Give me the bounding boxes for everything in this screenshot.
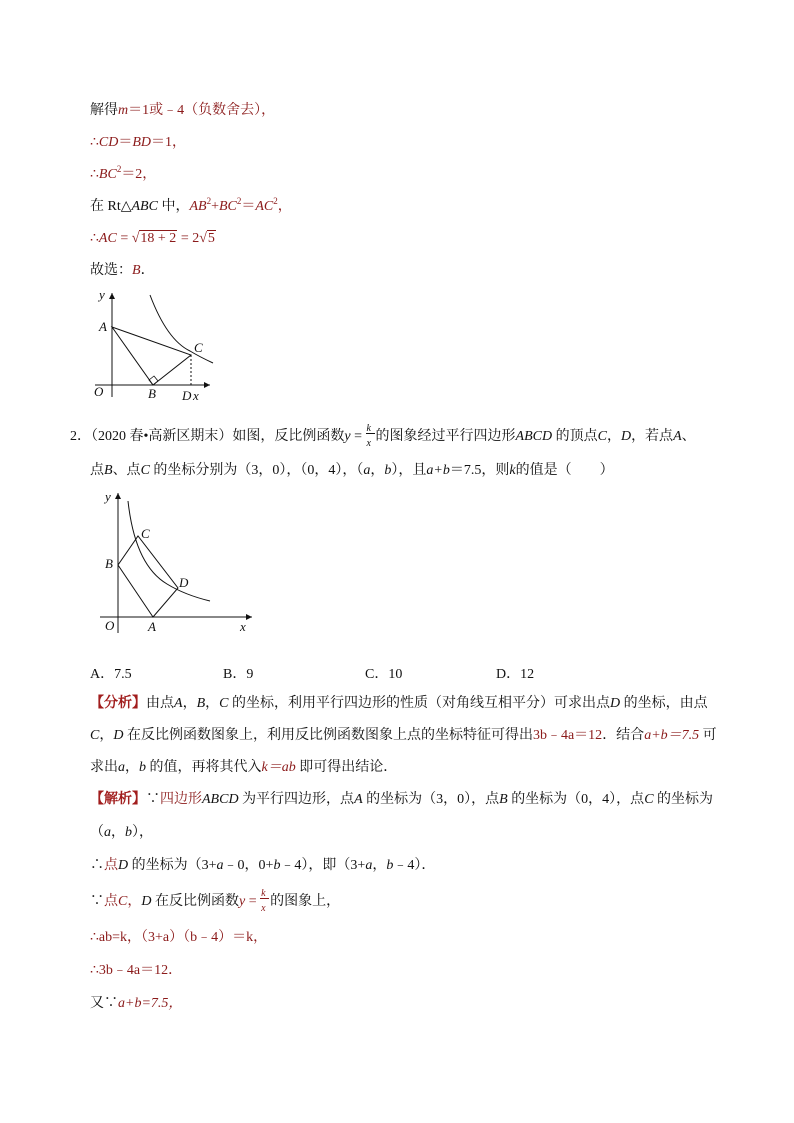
text: 又∵ (90, 996, 118, 1011)
text: ＝1或﹣4（负数舍去）， (128, 103, 276, 118)
text: ＝7.5，则 (449, 463, 510, 478)
denominator: x (366, 438, 371, 449)
var: C (219, 696, 229, 711)
solution-line (90, 133, 186, 153)
choice-b: B．9 (223, 667, 254, 682)
var: C (140, 463, 150, 478)
text: （2020 春•高新区期末）如图，反比例函数 (91, 429, 345, 445)
text: ＝ (241, 199, 256, 214)
var: AC (98, 231, 117, 246)
text: ，若点 (631, 429, 674, 445)
label-a: A (148, 619, 156, 634)
text: 的坐标分别为（3，0），（0，4），（ (149, 463, 364, 478)
text: 在反比例函数图象上，利用反比例函数图象上点的坐标特征可得出 (123, 728, 533, 743)
solution-line-2 (90, 823, 153, 843)
because: ∵ (146, 792, 160, 807)
exponent: 2 (206, 196, 212, 206)
solution-line-6: ∴3b﹣4a＝12． (90, 963, 183, 978)
var: B (196, 696, 206, 711)
text: = 2√ (177, 231, 207, 246)
text: 的值是（ ） (515, 463, 614, 478)
text: ﹣0，0+ (223, 858, 274, 873)
var: a (104, 825, 111, 840)
text: 可 (699, 728, 717, 743)
numerator: k (366, 423, 371, 434)
triangle-abc (112, 327, 191, 385)
therefore: ∴ (90, 167, 99, 182)
text: ＝2， (121, 167, 157, 182)
var: C (644, 792, 654, 807)
var: B (499, 792, 508, 807)
var: AC (255, 199, 274, 214)
text: 在 Rt△ (90, 199, 132, 214)
hyperbola-curve (150, 295, 213, 363)
var: a (365, 858, 373, 873)
because: ∵ (90, 894, 104, 910)
text: ， (277, 199, 292, 214)
text: ， (370, 463, 385, 478)
var: AB (189, 199, 207, 214)
radicand: 18 + 2 (140, 231, 177, 246)
var: A (354, 792, 363, 807)
solution-line-5: ∴ab=k，（3+a）（b﹣4）＝k， (90, 930, 268, 945)
solution-line-3 (90, 856, 435, 876)
text: ． (140, 263, 155, 278)
var: BD (132, 135, 152, 150)
text: ），且 (391, 463, 427, 478)
label-c: C (141, 526, 150, 541)
analysis-line-1 (90, 694, 708, 714)
var: C (118, 894, 128, 910)
label-y: y (105, 489, 111, 504)
var: A (673, 429, 682, 445)
exponent: 2 (273, 196, 278, 206)
text: ．结合 (602, 728, 645, 743)
text: 即可得出结论． (295, 760, 398, 775)
var: b (125, 825, 132, 840)
label-b: B (148, 386, 156, 401)
choice-a: A．7.5 (90, 667, 132, 682)
var: a (363, 463, 371, 478)
solution-line (90, 197, 292, 217)
var: C (90, 728, 100, 743)
therefore: ∴ (90, 858, 104, 873)
text: 的坐标为 (653, 792, 714, 807)
text: ＝1， (151, 135, 187, 150)
question-2-line-2 (90, 461, 614, 481)
solution-line-1 (90, 790, 713, 810)
text: 点 (104, 894, 118, 910)
parallelogram-abcd (118, 536, 178, 617)
text: ， (372, 858, 387, 873)
exponent: 2 (236, 196, 242, 206)
var: B (104, 463, 113, 478)
var: D (141, 894, 152, 910)
equation: 3b﹣4a＝12 (532, 728, 603, 743)
text: ＝ (118, 135, 133, 150)
therefore: ∴ (90, 135, 99, 150)
text: 的坐标，利用平行四边形的性质（对角线互相平分）可求出点 (228, 696, 610, 711)
text: 故选： (90, 263, 132, 278)
text: ﹣4）． (393, 858, 436, 873)
text: 解得 (90, 103, 118, 118)
text: + (211, 199, 219, 214)
text: 点 (104, 858, 118, 873)
numerator: k (261, 888, 266, 899)
solution-line (90, 229, 216, 249)
exponent: 2 (116, 164, 122, 174)
text: （ (90, 825, 104, 840)
var: ABCD (515, 429, 553, 445)
text: = (350, 429, 366, 445)
var: A (174, 696, 183, 711)
text: = (116, 231, 132, 246)
text: ， (127, 894, 142, 910)
solution-line (90, 165, 156, 185)
label-c: C (194, 340, 203, 355)
choice-c: C．10 (365, 667, 403, 682)
label-a: A (99, 319, 107, 334)
var: y (344, 429, 351, 445)
var: ABC (131, 199, 158, 214)
text: ， (111, 825, 125, 840)
var: a (216, 858, 224, 873)
text: 点 (90, 463, 104, 478)
solution-line-4 (90, 888, 341, 914)
var: D (118, 858, 129, 873)
therefore: ∴ (90, 231, 99, 246)
analysis-line-2 (90, 726, 717, 746)
text: 、 (681, 429, 696, 445)
var: y (238, 894, 246, 910)
var: a+b (426, 463, 450, 478)
var: CD (98, 135, 119, 150)
figure-1 (85, 285, 220, 405)
text: ， (182, 696, 197, 711)
solution-line (90, 261, 155, 281)
figure-2 (95, 485, 260, 640)
var: D (620, 429, 632, 445)
text: = (245, 894, 261, 910)
text: ， (205, 696, 220, 711)
label-y: y (99, 287, 105, 302)
analysis-tag: 【分析】 (90, 696, 146, 711)
text: ﹣4），即（3+ (280, 858, 366, 873)
text: 为平行四边形，点 (238, 792, 355, 807)
equation: a+b＝7.5 (644, 728, 700, 743)
solution-line (90, 101, 275, 121)
var: BC (98, 167, 117, 182)
fraction-k-over-x (366, 423, 376, 449)
label-d: D (179, 575, 189, 590)
text: 的值，再将其代入 (146, 760, 262, 775)
var: b (273, 858, 281, 873)
label-d: D (182, 388, 192, 403)
text: 的坐标，由点 (620, 696, 708, 711)
var: D (113, 728, 124, 743)
var: k (509, 463, 516, 478)
var: a (118, 760, 125, 775)
denominator: x (261, 903, 266, 914)
choice-d: D．12 (496, 667, 535, 682)
var: b (384, 463, 392, 478)
text: 的坐标为（3+ (128, 858, 217, 873)
var: ABCD (202, 792, 239, 807)
text: ， (125, 760, 139, 775)
label-b: B (105, 556, 113, 571)
question-2-line-1 (70, 423, 696, 449)
hyperbola-curve (128, 501, 210, 601)
text: ， (99, 728, 114, 743)
text: 中， (157, 199, 190, 214)
var: C (597, 429, 607, 445)
label-x: x (240, 619, 246, 634)
text: 、点 (112, 463, 141, 478)
text: 的坐标为（3，0），点 (362, 792, 500, 807)
label-o: O (94, 384, 104, 399)
analysis-line-3 (90, 758, 397, 778)
fraction-k-over-x (260, 888, 270, 914)
text: 在反比例函数 (151, 894, 239, 910)
var: D (609, 696, 621, 711)
var: b (386, 858, 394, 873)
equation: a+b=7.5， (118, 996, 183, 1011)
var: b (139, 760, 146, 775)
text: 的图象经过平行四边形 (375, 429, 516, 445)
text: 的图象上， (270, 894, 341, 910)
var: BC (218, 199, 237, 214)
var: m (118, 103, 129, 118)
label-x: x (193, 388, 199, 403)
sqrt-sign: √ (131, 231, 140, 246)
text: ， (606, 429, 621, 445)
text: 由点 (146, 696, 174, 711)
radicand: 5 (207, 231, 215, 246)
text: 求出 (90, 760, 118, 775)
question-number: 2． (70, 429, 91, 445)
label-o: O (105, 618, 115, 633)
solution-line-7 (90, 994, 182, 1014)
text: 的顶点 (552, 429, 598, 445)
text: 四边形 (160, 792, 202, 807)
equation: k＝ab (261, 760, 296, 775)
text: ）， (132, 825, 153, 840)
solution-tag: 【解析】 (90, 792, 146, 807)
answer: B (132, 263, 141, 278)
text: 的坐标为（0，4），点 (507, 792, 645, 807)
